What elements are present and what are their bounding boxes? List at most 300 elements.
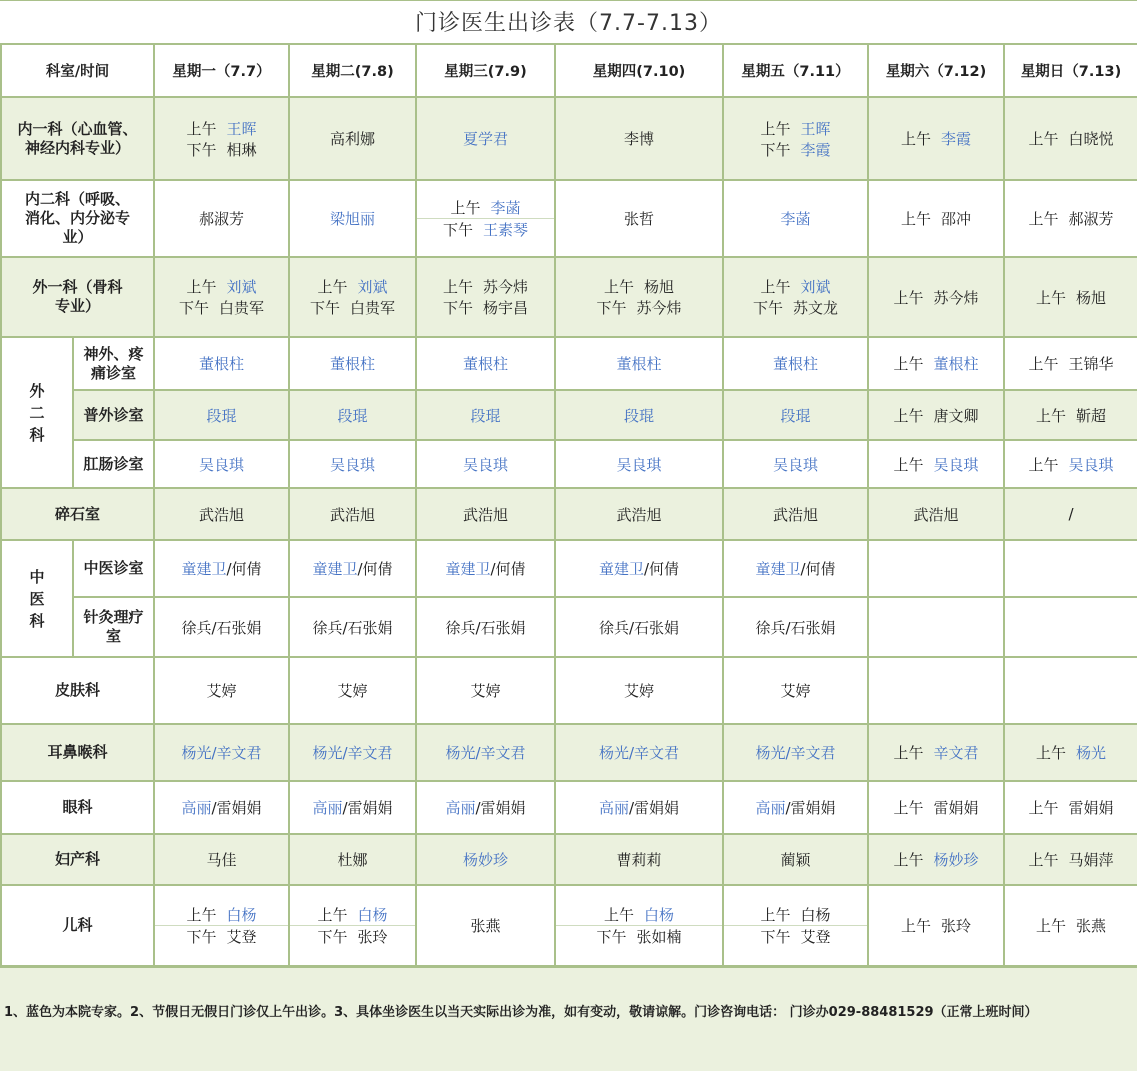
- doctor-name: 高丽: [598, 799, 629, 817]
- table-row-erke: [1, 885, 1137, 966]
- am-label: 上午: [1028, 455, 1059, 474]
- footer-note-text: 1、蓝色为本院专家。2、节假日无假日门诊仅上午出诊。3、具体坐诊医生以当天实际出诊为准，如有变动，敬请谅解。门诊咨询电话： 门诊办029-88481529（正常上班时间）: [4, 1005, 1038, 1020]
- am-label: 上午: [901, 130, 932, 148]
- schedule-cell: [416, 180, 555, 257]
- schedule-cell: [154, 97, 289, 180]
- day-header-mon: 星期一（7.7）: [154, 44, 289, 97]
- pm-label: 下午: [596, 299, 627, 317]
- am-label: 上午: [901, 210, 932, 228]
- dept-label: 碎石室: [1, 488, 154, 540]
- schedule-cell: [289, 781, 416, 834]
- doctor-name: 艾婷: [780, 682, 811, 700]
- schedule-cell: [723, 834, 868, 885]
- doctor-name: 高丽: [445, 799, 476, 817]
- doctor-name: 白杨: [644, 906, 675, 924]
- schedule-cell: [289, 440, 416, 488]
- am-label: 上午: [1036, 406, 1067, 425]
- doctor-name: 马娟萍: [1068, 851, 1114, 869]
- schedule-cell: [868, 885, 1004, 966]
- doctor-name: 白晓悦: [1068, 130, 1114, 148]
- schedule-cell-empty: [1004, 597, 1137, 657]
- schedule-cell: [154, 657, 289, 724]
- schedule-cell: [289, 180, 416, 257]
- am-label: 上午: [893, 406, 924, 425]
- doctor-name: 白杨: [226, 906, 257, 924]
- doctor-name: 雷娟娟: [216, 799, 262, 817]
- schedule-cell: [154, 885, 289, 966]
- schedule-cell: [154, 180, 289, 257]
- doctor-name: 董根柱: [933, 355, 979, 373]
- doctor-name: 张玲: [357, 928, 388, 946]
- schedule-cell: [868, 781, 1004, 834]
- am-label: 上午: [186, 119, 217, 138]
- schedule-cell: [416, 657, 555, 724]
- table-row-zhongyi: [1, 540, 1137, 597]
- doctor-name: 何倩: [805, 560, 836, 578]
- doctor-name: 吴良琪: [463, 455, 509, 474]
- doctor-name: 李菡: [780, 210, 811, 228]
- schedule-cell: [416, 781, 555, 834]
- dept-label: 针灸理疗室: [73, 597, 154, 657]
- doctor-name: 高丽: [181, 799, 212, 817]
- pm-label: 下午: [596, 928, 627, 946]
- am-label: 上午: [893, 799, 924, 817]
- doctor-name: 杨宇昌: [483, 299, 529, 317]
- doctor-name: 张如楠: [636, 928, 682, 946]
- doctor-name: 高丽: [312, 799, 343, 817]
- doctor-name: 刘斌: [226, 278, 257, 296]
- doctor-name: 吴良琪: [616, 455, 662, 474]
- doctor-name: 李菡: [490, 199, 521, 217]
- schedule-cell: [289, 488, 416, 540]
- doctor-name: 武浩旭: [463, 505, 509, 524]
- schedule-cell: [723, 488, 868, 540]
- footer-notes: [0, 966, 1137, 1071]
- schedule-cell-empty: [868, 540, 1004, 597]
- doctor-name: 杨光/辛文君: [755, 744, 836, 762]
- day-header-wed: 星期三(7.9): [416, 44, 555, 97]
- doctor-name: 吴良琪: [773, 455, 819, 474]
- dept-label: 外一科（骨科专业）: [1, 257, 154, 337]
- doctor-name: 蔺颖: [780, 851, 811, 869]
- corner-header: 科室/时间: [1, 44, 154, 97]
- schedule-cell: [723, 180, 868, 257]
- doctor-name: 苏今炜: [933, 288, 979, 307]
- dept-label: 耳鼻喉科: [1, 724, 154, 781]
- dept-label: 普外诊室: [73, 390, 154, 440]
- doctor-name: 徐兵/石张娟: [445, 618, 526, 637]
- schedule-cell: [723, 597, 868, 657]
- am-label: 上午: [186, 906, 217, 924]
- schedule-cell: [723, 97, 868, 180]
- schedule-cell: [154, 337, 289, 390]
- doctor-name: 张哲: [624, 210, 655, 228]
- schedule-cell: [416, 597, 555, 657]
- doctor-name: 刘斌: [357, 278, 388, 296]
- dept-label: 内一科（心血管、神经内科专业）: [1, 97, 154, 180]
- separator: /: [785, 799, 791, 817]
- doctor-name: 曹莉莉: [616, 851, 662, 869]
- separator: /: [628, 799, 635, 817]
- doctor-name: 杨光/辛文君: [598, 744, 680, 762]
- schedule-cell: [555, 597, 723, 657]
- schedule-cell: [555, 180, 723, 257]
- schedule-cell: [723, 440, 868, 488]
- dept-label: 皮肤科: [1, 657, 154, 724]
- doctor-name: 徐兵/石张娟: [755, 618, 836, 637]
- schedule-cell: [723, 540, 868, 597]
- schedule-cell: [555, 781, 723, 834]
- schedule-cell: [416, 257, 555, 337]
- doctor-name: 雷娟娟: [933, 799, 979, 817]
- doctor-name: 徐兵/石张娟: [312, 618, 393, 637]
- pm-label: 下午: [317, 928, 348, 946]
- doctor-name: 夏学君: [463, 130, 509, 148]
- schedule-cell: [1004, 180, 1137, 257]
- am-label: 上午: [1028, 799, 1059, 817]
- schedule-table: [0, 43, 1137, 967]
- schedule-cell: [1004, 885, 1137, 966]
- schedule-cell-empty: [1004, 540, 1137, 597]
- table-row-fuchan: [1, 834, 1137, 885]
- doctor-name: 段琨: [470, 406, 501, 425]
- schedule-cell: [868, 440, 1004, 488]
- am-label: 上午: [893, 288, 924, 307]
- page-title: 门诊医生出诊表（7.7-7.13）: [0, 0, 1137, 44]
- schedule-cell: [555, 390, 723, 440]
- doctor-name: 白杨: [357, 906, 388, 924]
- doctor-name: 艾登: [800, 928, 831, 946]
- separator: /: [342, 799, 348, 817]
- doctor-name: 杨旭: [644, 278, 675, 296]
- doctor-name: 何倩: [649, 560, 680, 578]
- doctor-name: 武浩旭: [199, 505, 245, 524]
- doctor-name: 童建卫: [755, 560, 801, 578]
- doctor-name: 吴良琪: [199, 455, 245, 474]
- doctor-name: 何倩: [362, 560, 393, 578]
- doctor-name: 吴良琪: [933, 455, 979, 474]
- schedule-cell: [868, 180, 1004, 257]
- schedule-cell: [154, 597, 289, 657]
- am-label: 上午: [450, 199, 481, 217]
- doctor-name: 雷娟娟: [347, 799, 393, 817]
- schedule-cell: [154, 257, 289, 337]
- dept-label: 妇产科: [1, 834, 154, 885]
- pm-label: 下午: [179, 299, 210, 317]
- dept-label: 肛肠诊室: [73, 440, 154, 488]
- am-label: 上午: [893, 744, 924, 762]
- doctor-name: 相琳: [226, 140, 257, 159]
- dept-label: 中医诊室: [73, 540, 154, 597]
- schedule-cell: [416, 885, 555, 966]
- doctor-name: 董根柱: [616, 355, 662, 373]
- doctor-name: 段琨: [624, 406, 655, 425]
- schedule-cell: [154, 540, 289, 597]
- doctor-name: 郝淑芳: [199, 210, 245, 228]
- doctor-name: 苏文龙: [793, 299, 839, 317]
- schedule-cell: [868, 834, 1004, 885]
- doctor-name: 武浩旭: [330, 505, 376, 524]
- separator: /: [357, 560, 363, 578]
- doctor-name: 苏今炜: [636, 299, 682, 317]
- dept-label: 儿科: [1, 885, 154, 966]
- am-label: 上午: [901, 917, 932, 935]
- schedule-cell: [1004, 257, 1137, 337]
- doctor-name: 李霞: [800, 140, 831, 159]
- table-row-wai1: [1, 257, 1137, 337]
- schedule-cell: [289, 657, 416, 724]
- separator: /: [475, 799, 481, 817]
- schedule-cell: [555, 257, 723, 337]
- doctor-name: 高利娜: [330, 130, 376, 148]
- doctor-name: 李霞: [941, 130, 972, 148]
- schedule-cell: [416, 337, 555, 390]
- schedule-cell: [416, 540, 555, 597]
- schedule-cell: [154, 390, 289, 440]
- schedule-cell: [289, 597, 416, 657]
- schedule-cell: [1004, 97, 1137, 180]
- am-label: 上午: [1028, 210, 1059, 228]
- am-label: 上午: [893, 455, 924, 474]
- table-row-zhenjiu: [1, 597, 1137, 657]
- doctor-name: 辛文君: [933, 744, 979, 762]
- doctor-name: 杨光/辛文君: [445, 744, 526, 762]
- table-row-erbi: [1, 724, 1137, 781]
- schedule-cell: [289, 885, 416, 966]
- doctor-name: 白贵军: [350, 299, 396, 317]
- doctor-name: 艾登: [226, 928, 257, 946]
- schedule-cell: [555, 885, 723, 966]
- table-row-puwai: [1, 390, 1137, 440]
- doctor-name: 杨光: [1076, 744, 1107, 762]
- doctor-name: 杨妙珍: [933, 851, 979, 869]
- doctor-name: 雷娟娟: [1068, 799, 1114, 817]
- schedule-cell: [868, 724, 1004, 781]
- am-label: 上午: [317, 906, 348, 924]
- schedule-cell: [289, 97, 416, 180]
- am-label: 上午: [1028, 355, 1059, 373]
- doctor-name: 王素琴: [483, 221, 529, 239]
- separator: /: [800, 560, 806, 578]
- schedule-cell: [1004, 440, 1137, 488]
- doctor-name: 高丽: [755, 799, 786, 817]
- am-label: 上午: [604, 278, 635, 296]
- schedule-cell: [723, 257, 868, 337]
- doctor-name: 李博: [624, 130, 655, 148]
- header-row: [1, 44, 1137, 97]
- am-label: 上午: [760, 119, 791, 138]
- schedule-cell: [555, 337, 723, 390]
- group-label-tcm: [1, 540, 73, 657]
- pm-label: 下午: [760, 140, 791, 159]
- day-header-fri: 星期五（7.11）: [723, 44, 868, 97]
- doctor-name: 张玲: [941, 917, 972, 935]
- table-row-yanke: [1, 781, 1137, 834]
- am-label: 上午: [1036, 288, 1067, 307]
- doctor-name: 刘斌: [800, 278, 831, 296]
- doctor-name: 童建卫: [598, 560, 644, 578]
- schedule-cell: [289, 724, 416, 781]
- schedule-cell: [154, 440, 289, 488]
- dept-label: 内二科（呼吸、消化、内分泌专业）: [1, 180, 154, 257]
- doctor-name: 何倩: [231, 560, 262, 578]
- am-label: 上午: [760, 906, 791, 924]
- am-label: 上午: [1028, 130, 1059, 148]
- day-header-thu: 星期四(7.10): [555, 44, 723, 97]
- table-row-gangchang: [1, 440, 1137, 488]
- schedule-cell: [723, 337, 868, 390]
- am-label: 上午: [317, 278, 348, 296]
- schedule-cell: [416, 724, 555, 781]
- schedule-cell: [1004, 390, 1137, 440]
- doctor-name: 唐文卿: [933, 406, 979, 425]
- day-header-sat: 星期六（7.12): [868, 44, 1004, 97]
- doctor-name: 雷娟娟: [634, 799, 680, 817]
- schedule-cell: [723, 885, 868, 966]
- schedule-cell: [868, 97, 1004, 180]
- pm-label: 下午: [443, 299, 474, 317]
- doctor-name: 杨光/辛文君: [312, 744, 393, 762]
- am-label: 上午: [760, 278, 791, 296]
- doctor-name: 王锦华: [1068, 355, 1114, 373]
- pm-label: 下午: [310, 299, 341, 317]
- doctor-name: 段琨: [206, 406, 237, 425]
- separator: /: [643, 560, 650, 578]
- schedule-cell: [154, 724, 289, 781]
- doctor-name: 白杨: [800, 906, 831, 924]
- doctor-name: 郝淑芳: [1068, 210, 1114, 228]
- schedule-cell: [154, 488, 289, 540]
- doctor-name: /: [1068, 505, 1074, 523]
- am-label: 上午: [443, 278, 474, 296]
- schedule-cell: [723, 781, 868, 834]
- group-label-text: 中医科: [29, 567, 45, 630]
- table-row-pifu: [1, 657, 1137, 724]
- table-row-nei1: [1, 97, 1137, 180]
- doctor-name: 杨光/辛文君: [181, 744, 262, 762]
- doctor-name: 武浩旭: [616, 505, 662, 524]
- doctor-name: 童建卫: [312, 560, 358, 578]
- doctor-name: 吴良琪: [330, 455, 376, 474]
- schedule-cell: [555, 440, 723, 488]
- doctor-name: 艾婷: [624, 682, 655, 700]
- am-label: 上午: [604, 906, 635, 924]
- schedule-cell: [868, 337, 1004, 390]
- doctor-name: 武浩旭: [913, 505, 959, 524]
- doctor-name: 杨旭: [1076, 288, 1107, 307]
- doctor-name: 马佳: [206, 851, 237, 869]
- schedule-cell: [723, 724, 868, 781]
- doctor-name: 董根柱: [773, 355, 819, 373]
- am-label: 上午: [893, 851, 924, 869]
- pm-label: 下午: [760, 928, 791, 946]
- schedule-cell: [1004, 488, 1137, 540]
- separator: /: [226, 560, 232, 578]
- schedule-cell: [289, 337, 416, 390]
- schedule-cell: [868, 390, 1004, 440]
- pm-label: 下午: [186, 140, 217, 159]
- schedule-cell: [1004, 834, 1137, 885]
- schedule-cell: [555, 657, 723, 724]
- doctor-name: 段琨: [337, 406, 368, 425]
- doctor-name: 何倩: [495, 560, 526, 578]
- schedule-cell: [555, 540, 723, 597]
- schedule-cell: [555, 834, 723, 885]
- schedule-cell: [555, 97, 723, 180]
- schedule-cell-empty: [868, 657, 1004, 724]
- doctor-name: 董根柱: [463, 355, 509, 373]
- schedule-cell: [154, 781, 289, 834]
- group-label-text: 外二科: [29, 381, 45, 444]
- day-header-sun: 星期日（7.13): [1004, 44, 1137, 97]
- group-label-surgery2: [1, 337, 73, 488]
- doctor-name: 童建卫: [181, 560, 227, 578]
- doctor-name: 艾婷: [470, 682, 501, 700]
- table-row-suishi: [1, 488, 1137, 540]
- schedule-cell: [416, 488, 555, 540]
- doctor-name: 王晖: [800, 119, 831, 138]
- doctor-name: 董根柱: [330, 355, 376, 373]
- doctor-name: 艾婷: [206, 682, 237, 700]
- schedule-cell: [416, 834, 555, 885]
- schedule-cell: [289, 257, 416, 337]
- schedule-cell: [289, 390, 416, 440]
- separator: /: [490, 560, 496, 578]
- doctor-name: 段琨: [780, 406, 811, 425]
- schedule-cell-empty: [868, 597, 1004, 657]
- schedule-cell: [1004, 724, 1137, 781]
- schedule-cell: [289, 540, 416, 597]
- dept-label: 神外、疼痛诊室: [73, 337, 154, 390]
- schedule-cell: [868, 488, 1004, 540]
- schedule-cell: [868, 257, 1004, 337]
- pm-label: 下午: [186, 928, 217, 946]
- doctor-name: 白贵军: [219, 299, 265, 317]
- am-label: 上午: [1036, 744, 1067, 762]
- schedule-cell: [555, 724, 723, 781]
- am-label: 上午: [1028, 851, 1059, 869]
- doctor-name: 梁旭丽: [330, 210, 376, 228]
- doctor-name: 靳超: [1076, 406, 1107, 425]
- schedule-cell: [1004, 781, 1137, 834]
- doctor-name: 张燕: [470, 917, 501, 935]
- pm-label: 下午: [443, 221, 474, 239]
- schedule-cell: [289, 834, 416, 885]
- schedule-cell: [416, 440, 555, 488]
- doctor-name: 吴良琪: [1068, 455, 1114, 474]
- doctor-name: 武浩旭: [773, 505, 819, 524]
- doctor-name: 艾婷: [337, 682, 368, 700]
- doctor-name: 徐兵/石张娟: [598, 618, 680, 637]
- schedule-cell: [723, 390, 868, 440]
- am-label: 上午: [186, 278, 217, 296]
- separator: /: [211, 799, 217, 817]
- pm-label: 下午: [753, 299, 784, 317]
- doctor-name: 董根柱: [199, 355, 245, 373]
- am-label: 上午: [893, 355, 924, 373]
- schedule-cell: [154, 834, 289, 885]
- day-header-tue: 星期二(7.8): [289, 44, 416, 97]
- doctor-name: 雷娟娟: [480, 799, 526, 817]
- dept-label: 眼科: [1, 781, 154, 834]
- schedule-cell: [723, 657, 868, 724]
- schedule-cell: [416, 97, 555, 180]
- doctor-name: 邵冲: [941, 210, 972, 228]
- schedule-cell: [555, 488, 723, 540]
- doctor-name: 童建卫: [445, 560, 491, 578]
- table-row-nei2: [1, 180, 1137, 257]
- doctor-name: 张燕: [1076, 917, 1107, 935]
